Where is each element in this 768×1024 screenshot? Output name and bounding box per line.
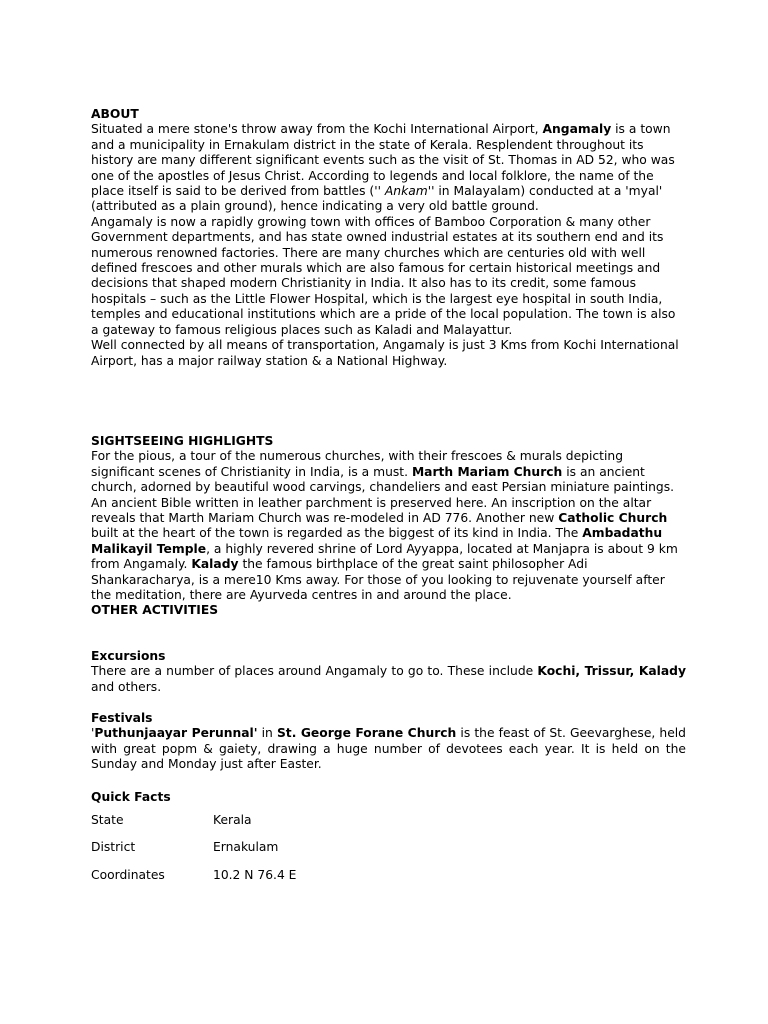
excursions-heading: Excursions [91,649,166,663]
about-p1-text-2: is a town and a municipality in Ernakulam district in the state of Kerala. Resplendent throughout its history are many different significant events such as the visit of St. Thomas in AD 52, who was one of the apostles of Jesus Christ. According to legends and local folklore, the name of the place itself is said to be derived from battles ('' [91,122,675,199]
about-p1-text-1: Situated a mere stone's throw away from the Kochi International Airport, [91,122,543,137]
about-paragraph-1 [91,122,686,214]
about-paragraph-2: Angamaly is now a rapidly growing town with offices of Bamboo Corporation & many other Government departments, and has state owned industrial estates at its southern end and its numerous renowned factories. There are many churches which are centuries old with well defined frescoes and other murals which are also famous for certain historical meetings and decisions that shaped modern Christianity in India. It also has to its credit, some famous hospitals – such as the Little Flower Hospital, which is the largest eye hospital in south India, temples and educational institutions which are a pride of the local population. The town is also a gateway to famous religious places such as Kaladi and Malayattur. [91,214,676,337]
about-heading: ABOUT [91,107,139,121]
sightseeing-text-3: built at the heart of the town is regarded as the biggest of its kind in India. The [91,526,583,541]
other-activities-heading: OTHER ACTIVITIES [91,603,219,618]
fact-label: District [91,840,136,854]
sightseeing-section [91,434,686,619]
kalady-bold: Kalady [191,557,239,572]
fact-label: Coordinates [91,868,165,882]
sightseeing-text-4: , a highly revered shrine of Lord Ayyappa, located at Manjapra is about 9 km from Angamaly. [91,541,678,572]
fact-row-state [91,813,491,829]
sightseeing-text-2: is an ancient church, adorned by beautiful wood carvings, chandeliers and east Persian miniature paintings. An ancient Bible written in leather parchment is preserved here. An inscription on the altar reveals that Marth Mariam Church was re-modeled in AD 776. Another new [91,464,675,526]
ambadathu-temple-bold: Ambadathu Malikayil Temple [91,526,663,556]
sightseeing-text-1: For the pious, a tour of the numerous churches, with their frescoes & murals depicting significant scenes of Christianity in India, is a must. [91,449,623,479]
festival-open-quote: ' [91,726,95,741]
ankam-italic: Ankam [384,184,428,199]
excursion-places-bold: Kochi, Trissur, Kalady [537,664,686,679]
festival-name-bold: Puthunjaayar Perunnal' [94,726,258,741]
quick-facts-heading: Quick Facts [91,790,171,804]
festivals-paragraph [91,726,686,772]
fact-value: Ernakulam [213,840,279,854]
fact-label: State [91,813,124,827]
about-section [91,107,686,369]
fact-row-coordinates [91,868,491,884]
festivals-text-1: in [257,726,277,741]
sightseeing-text-5: the famous birthplace of the great saint philosopher Adi Shankaracharya, is a mere10 Kms away. For those of you looking to rejuvenate yourself after the meditation, there are Ayurveda centres in and around the place. [91,557,665,603]
angamaly-bold: Angamaly [542,122,612,137]
excursions-section [91,649,686,695]
fact-value: Kerala [213,813,252,827]
festivals-text-2: is the feast of St. Geevarghese, held with great popm & gaiety, drawing a huge number of devotees each year. It is held on the Sunday and Monday just after Easter. [91,726,686,772]
sightseeing-heading: SIGHTSEEING HIGHLIGHTS [91,434,274,448]
sightseeing-paragraph [91,449,686,603]
quick-facts-section [91,790,686,805]
fact-row-district [91,840,491,856]
excursions-text-2: and others. [91,679,162,694]
about-paragraph-3: Well connected by all means of transportation, Angamaly is just 3 Kms from Kochi International Airport, has a major railway station & a National Highway. [91,338,679,368]
church-name-bold: St. George Forane Church [276,726,457,741]
excursions-text-1: There are a number of places around Angamaly to go to. These include [91,664,538,679]
excursions-paragraph [91,664,686,695]
festivals-section [91,711,686,773]
about-p1-text-3: '' in Malayalam) conducted at a 'myal' (attributed as a plain ground), hence indicating a very old battle ground. [91,184,663,214]
catholic-church-bold: Catholic Church [558,511,668,526]
fact-value: 10.2 N 76.4 E [213,868,297,882]
marth-mariam-church-bold: Marth Mariam Church [411,464,563,479]
festivals-heading: Festivals [91,711,153,725]
